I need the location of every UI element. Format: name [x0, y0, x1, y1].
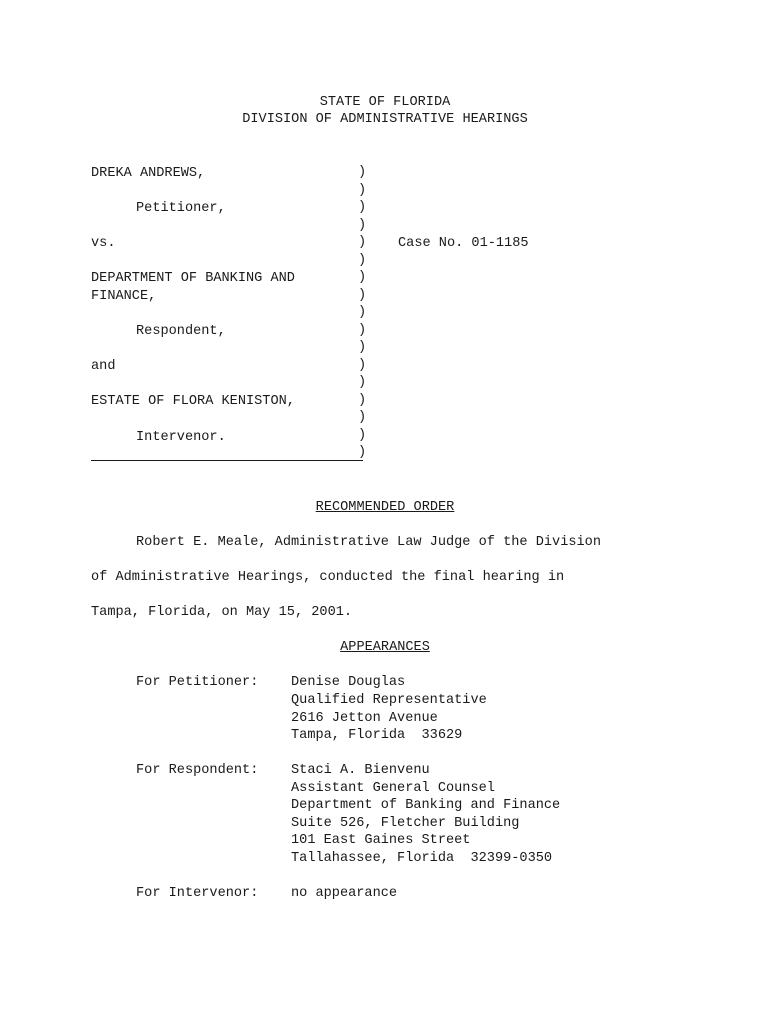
caption-paren: ) [358, 200, 367, 215]
caption-paren: ) [358, 445, 367, 460]
caption-paren: ) [358, 252, 367, 268]
petitioner-role: Petitioner, [136, 201, 226, 216]
intervenor-name: ESTATE OF FLORA KENISTON, [91, 394, 295, 409]
appearances-title: APPEARANCES [340, 640, 430, 655]
versus-label: vs. [91, 236, 116, 251]
caption-paren: ) [358, 427, 367, 443]
respondent-appearance-line: Suite 526, Fletcher Building [291, 816, 520, 831]
respondent-appearance-line: Department of Banking and Finance [291, 798, 561, 813]
case-number: Case No. 01-1185 [398, 236, 529, 251]
petitioner-appearance-line: Denise Douglas [291, 675, 406, 690]
intervenor-appearance-line: no appearance [291, 886, 398, 901]
petitioner-appearance-line: 2616 Jetton Avenue [291, 711, 438, 726]
respondent-appearance-line: Tallahassee, Florida 32399-0350 [291, 851, 553, 866]
respondent-name-line1: DEPARTMENT OF BANKING AND [91, 271, 295, 286]
order-paragraph-line1: Robert E. Meale, Administrative Law Judge of the Division [136, 535, 601, 550]
caption-paren: ) [358, 165, 367, 180]
caption-paren: ) [358, 340, 367, 355]
caption-paren-column [358, 164, 372, 462]
intervenor-appearance-label: For Intervenor: [136, 886, 259, 901]
intervenor-role: Intervenor. [136, 430, 226, 445]
order-paragraph-line2: of Administrative Hearings, conducted the final hearing in [91, 570, 565, 585]
petitioner-appearance-line: Tampa, Florida 33629 [291, 728, 463, 743]
caption-paren: ) [358, 322, 367, 338]
caption-paren: ) [358, 410, 367, 425]
agency-name: STATE OF FLORIDA [319, 95, 451, 110]
caption-paren: ) [358, 357, 367, 373]
division-name: DIVISION OF ADMINISTRATIVE HEARINGS [242, 112, 528, 127]
petitioner-appearance-label: For Petitioner: [136, 675, 259, 690]
order-paragraph-line3: Tampa, Florida, on May 15, 2001. [91, 605, 353, 620]
order-title: RECOMMENDED ORDER [315, 500, 455, 515]
caption-rule [91, 460, 363, 461]
respondent-appearance-line: Staci A. Bienvenu [291, 763, 430, 778]
caption-paren: ) [358, 182, 367, 198]
respondent-role: Respondent, [136, 324, 226, 339]
caption-paren: ) [358, 270, 367, 285]
caption-paren: ) [358, 392, 367, 408]
caption-paren: ) [358, 375, 367, 390]
respondent-appearance-label: For Respondent: [136, 763, 259, 778]
caption-paren: ) [358, 217, 367, 233]
and-label: and [91, 359, 116, 374]
respondent-name-line2: FINANCE, [91, 289, 157, 304]
petitioner-appearance-line: Qualified Representative [291, 693, 487, 708]
caption-paren: ) [358, 287, 367, 303]
caption-paren: ) [358, 235, 367, 250]
petitioner-name: DREKA ANDREWS, [91, 166, 206, 181]
respondent-appearance-line: 101 East Gaines Street [291, 833, 471, 848]
caption-paren: ) [358, 305, 367, 320]
respondent-appearance-line: Assistant General Counsel [291, 781, 495, 796]
